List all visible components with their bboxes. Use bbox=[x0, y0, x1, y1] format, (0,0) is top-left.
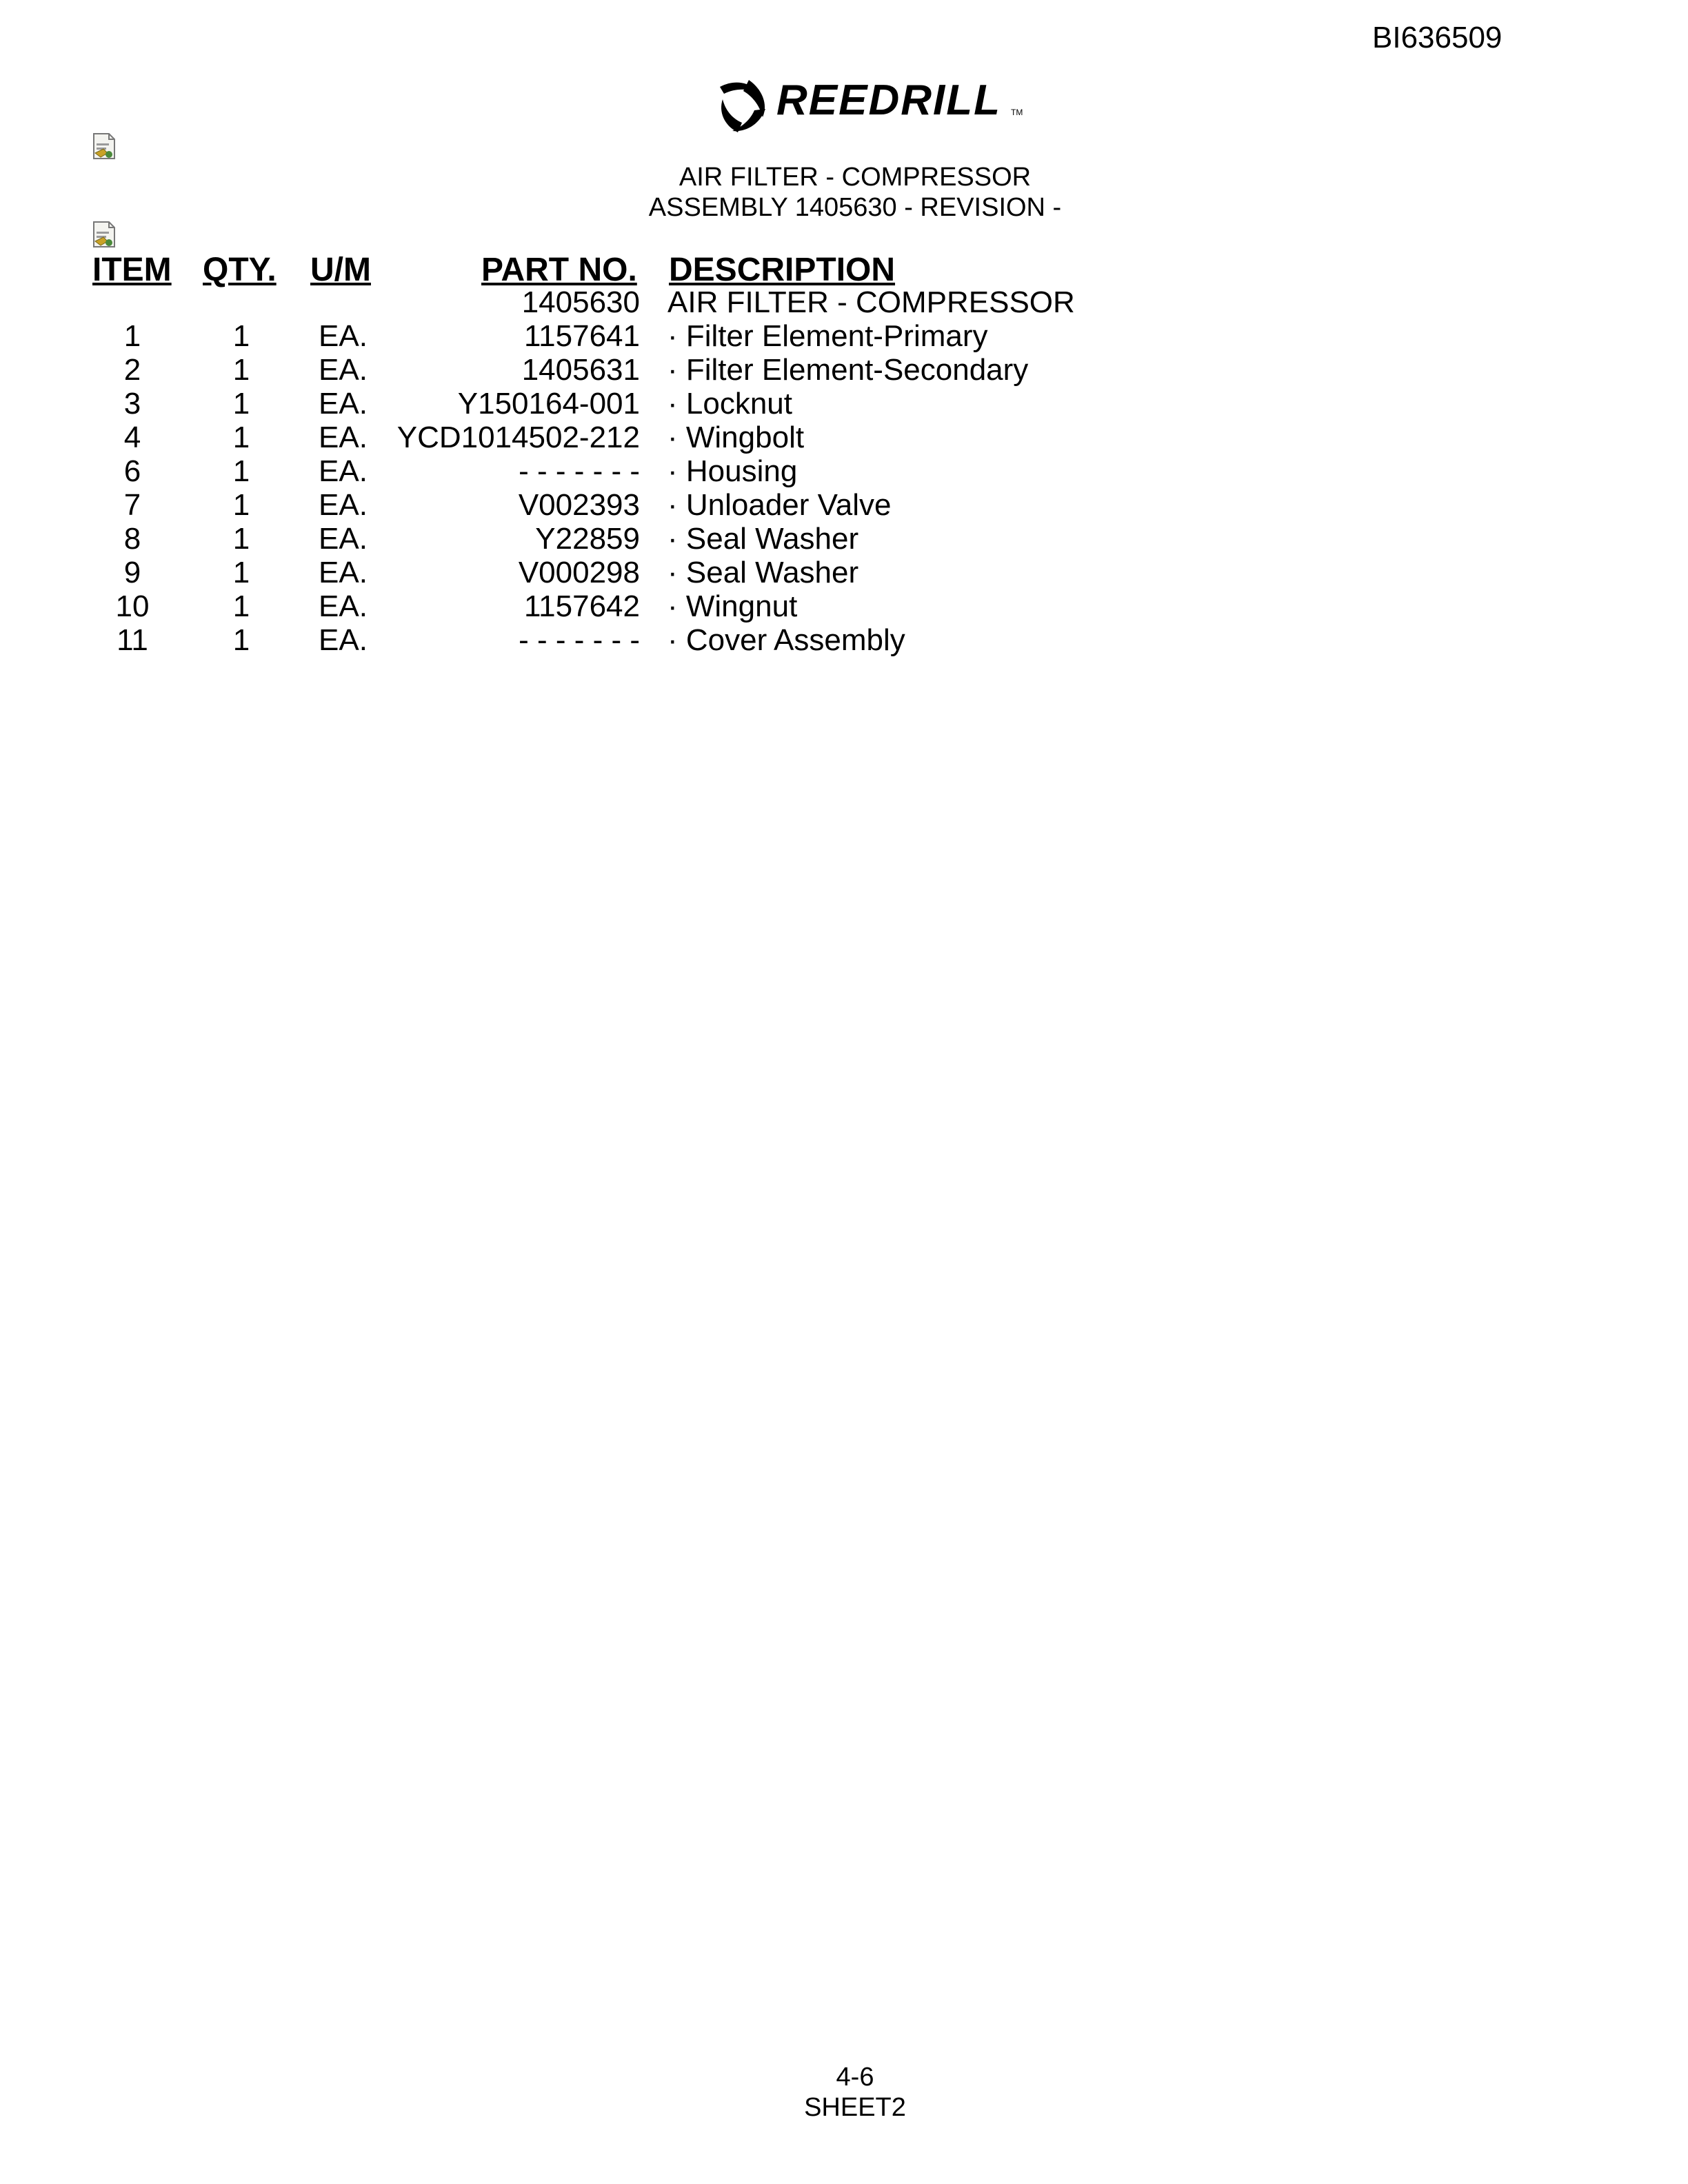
table-row bbox=[0, 522, 1688, 556]
quantity: 1 bbox=[232, 319, 250, 353]
part-number: Y150164-001 bbox=[457, 387, 640, 421]
unit-of-measure: EA. bbox=[319, 319, 368, 353]
quantity: 1 bbox=[232, 589, 250, 623]
reedrill-logo bbox=[714, 74, 1032, 136]
unit-of-measure: EA. bbox=[319, 387, 368, 421]
part-number: Y22859 bbox=[535, 522, 640, 556]
part-number: V000298 bbox=[518, 556, 640, 589]
table-row bbox=[0, 488, 1688, 522]
item-number: 6 bbox=[123, 454, 141, 488]
description: · Wingbolt bbox=[667, 421, 805, 454]
item-number: 3 bbox=[123, 387, 141, 421]
column-header-part-no: PART NO. bbox=[481, 252, 637, 288]
description: AIR FILTER - COMPRESSOR bbox=[667, 285, 1075, 319]
page-number: 4-6 bbox=[836, 2063, 874, 2092]
description: · Filter Element-Secondary bbox=[667, 353, 1029, 387]
item-number: 10 bbox=[115, 589, 150, 623]
document-id: BI636509 bbox=[1372, 21, 1503, 54]
document-icon[interactable] bbox=[91, 132, 117, 160]
unit-of-measure: EA. bbox=[319, 454, 368, 488]
description: · Unloader Valve bbox=[667, 488, 892, 522]
quantity: 1 bbox=[232, 454, 250, 488]
part-number: YCD1014502-212 bbox=[396, 421, 640, 454]
table-row bbox=[0, 319, 1688, 353]
quantity: 1 bbox=[232, 353, 250, 387]
item-number: 11 bbox=[117, 623, 148, 657]
description: · Seal Washer bbox=[667, 522, 859, 556]
unit-of-measure: EA. bbox=[319, 353, 368, 387]
item-number: 8 bbox=[123, 522, 141, 556]
unit-of-measure: EA. bbox=[319, 488, 368, 522]
table-row bbox=[0, 421, 1688, 454]
description: · Cover Assembly bbox=[667, 623, 905, 657]
quantity: 1 bbox=[232, 556, 250, 589]
table-row bbox=[0, 353, 1688, 387]
part-number: 1157642 bbox=[523, 589, 640, 623]
item-number: 2 bbox=[123, 353, 141, 387]
table-row bbox=[0, 285, 1688, 319]
column-header-um: U/M bbox=[310, 252, 371, 288]
table-row bbox=[0, 589, 1688, 623]
unit-of-measure: EA. bbox=[319, 421, 368, 454]
description: · Wingnut bbox=[667, 589, 798, 623]
quantity: 1 bbox=[232, 522, 250, 556]
description: · Seal Washer bbox=[667, 556, 859, 589]
table-row bbox=[0, 387, 1688, 421]
document-title: AIR FILTER - COMPRESSOR bbox=[679, 163, 1032, 192]
logo-trademark: TM bbox=[1011, 108, 1023, 117]
part-number: V002393 bbox=[518, 488, 640, 522]
quantity: 1 bbox=[232, 488, 250, 522]
column-header-item: ITEM bbox=[92, 252, 172, 288]
assembly-subtitle: ASSEMBLY 1405630 - REVISION - bbox=[648, 193, 1062, 222]
unit-of-measure: EA. bbox=[319, 623, 368, 657]
document-icon[interactable] bbox=[91, 221, 117, 248]
sheet-label: SHEET2 bbox=[804, 2093, 906, 2122]
table-row bbox=[0, 623, 1688, 657]
unit-of-measure: EA. bbox=[319, 589, 368, 623]
part-number: 1405631 bbox=[521, 353, 640, 387]
reedrill-swirl-logo-icon bbox=[714, 77, 772, 135]
column-header-description: DESCRIPTION bbox=[669, 252, 896, 288]
quantity: 1 bbox=[232, 387, 250, 421]
parts-list bbox=[0, 285, 1688, 657]
unit-of-measure: EA. bbox=[319, 556, 368, 589]
description: · Housing bbox=[667, 454, 798, 488]
item-number: 9 bbox=[123, 556, 141, 589]
part-number: - - - - - - - bbox=[519, 454, 640, 488]
item-number: 1 bbox=[123, 319, 141, 353]
quantity: 1 bbox=[232, 421, 250, 454]
logo-wordmark: REEDRILL bbox=[776, 77, 1001, 124]
table-row bbox=[0, 454, 1688, 488]
item-number: 4 bbox=[123, 421, 141, 454]
part-number: - - - - - - - bbox=[519, 623, 640, 657]
description: · Filter Element-Primary bbox=[667, 319, 988, 353]
unit-of-measure: EA. bbox=[319, 522, 368, 556]
item-number: 7 bbox=[123, 488, 141, 522]
part-number: 1405630 bbox=[521, 285, 640, 319]
column-header-qty: QTY. bbox=[203, 252, 277, 288]
description: · Locknut bbox=[667, 387, 792, 421]
table-row bbox=[0, 556, 1688, 589]
part-number: 1157641 bbox=[523, 319, 640, 353]
quantity: 1 bbox=[232, 623, 250, 657]
